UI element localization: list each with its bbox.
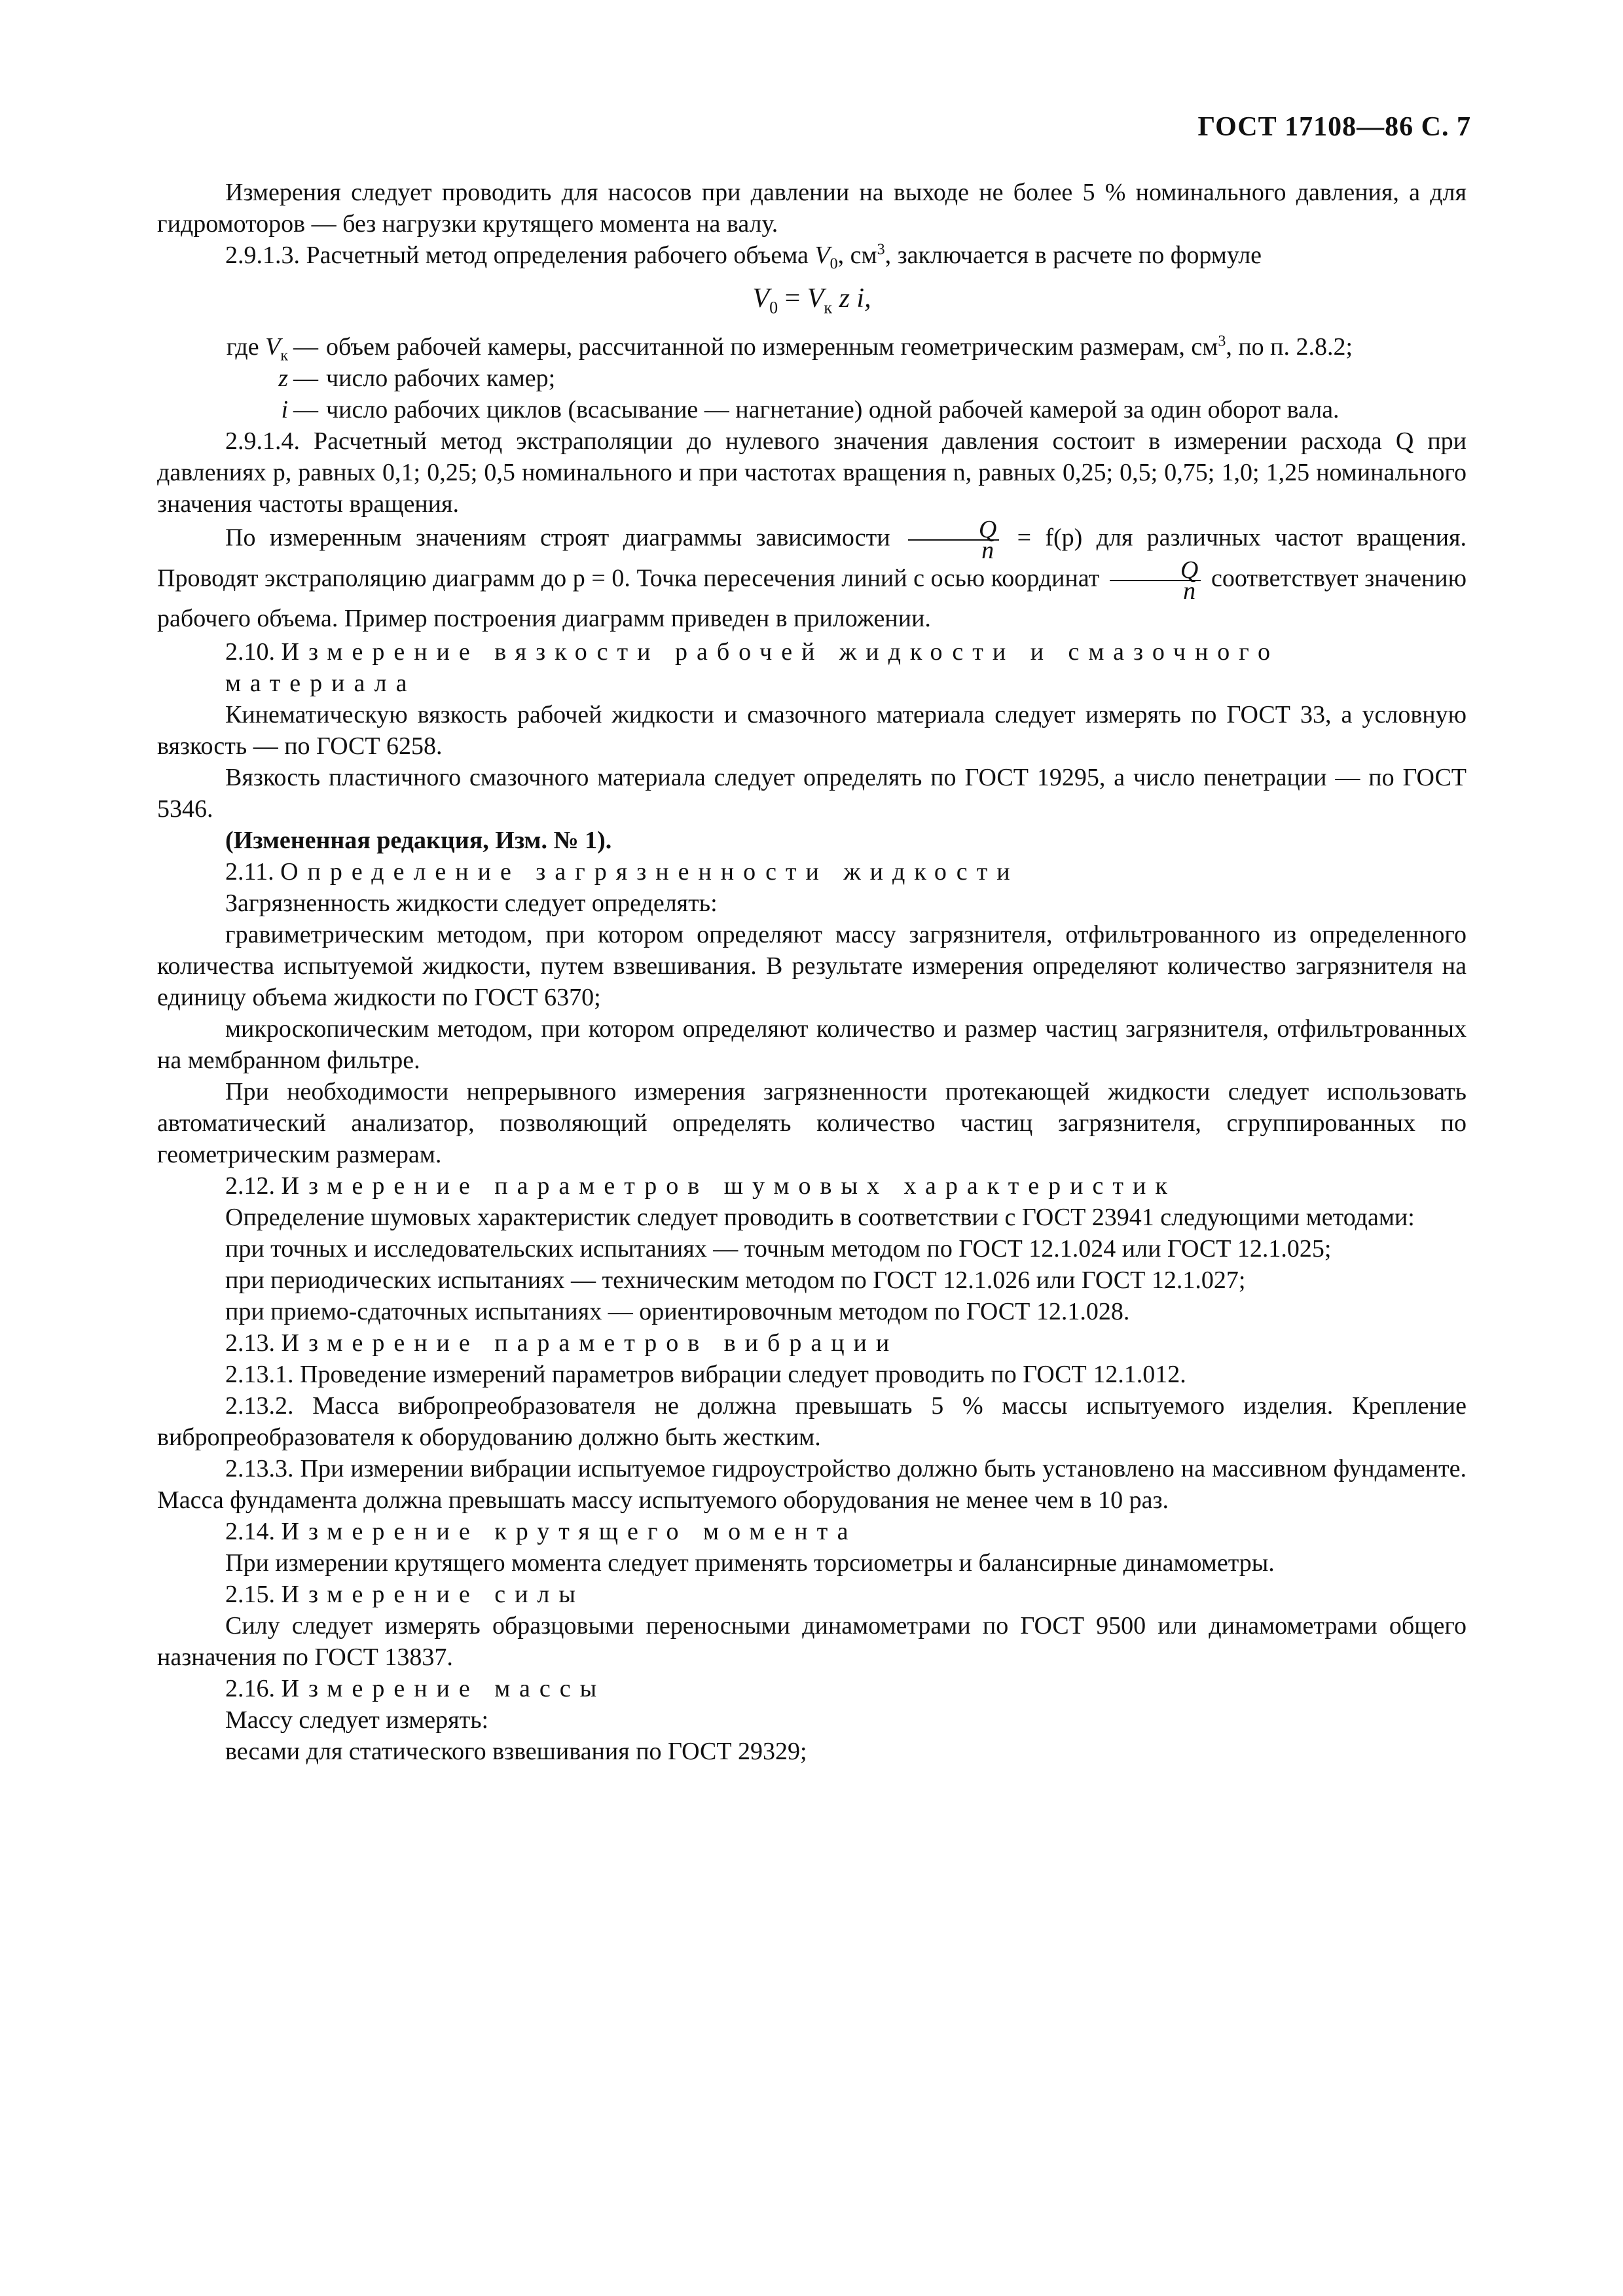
paragraph-text: , заключается в расчете по формуле (884, 242, 1262, 269)
paragraph: При необходимости непрерывного измерения загрязненности протекающей жидкости следует использовать автоматический анализатор, позволяющий определять количество частиц загрязнителя, сгруппированных по геометрическим размерам. (157, 1078, 1467, 1168)
formula-subscript: к (824, 298, 833, 317)
paragraph: Силу следует измерять образцовыми переносными динамометрами по ГОСТ 9500 или динамометрами общего назначения по ГОСТ 13837. (157, 1612, 1467, 1671)
body-text (157, 177, 1467, 1767)
paragraph: микроскопическим методом, при котором определяют количество и размер частиц загрязнителя, отфильтрованных на мембранном фильтре. (157, 1015, 1467, 1074)
section-heading-2-12 (157, 1170, 1467, 1202)
page-header: ГОСТ 17108—86 С. 7 (1197, 112, 1471, 142)
section-heading-2-10 (157, 636, 1467, 699)
definition-text: число рабочих камер; (326, 365, 556, 392)
paragraph-text: По измеренным значениям строят диаграммы зависимости (225, 524, 904, 552)
definition-desc: объем рабочей камеры, рассчитанной по измеренным геометрическим размерам, см (326, 333, 1218, 361)
section-heading-2-15 (157, 1579, 1467, 1610)
definition-item (157, 394, 1467, 425)
definition-text: число рабочих циклов (всасывание — нагнетание) одной рабочей камерой за один оборот вала. (326, 396, 1340, 423)
paragraph: при периодических испытаниях — техническим методом по ГОСТ 12.1.026 или ГОСТ 12.1.027; (225, 1266, 1246, 1294)
section-number: 2.11. (225, 858, 281, 886)
section-number: 2.12. (225, 1172, 282, 1200)
paragraph: Массу следует измерять: (225, 1706, 489, 1734)
section-title: Измерение параметров вибрации (281, 1329, 899, 1357)
definition-item (157, 331, 1467, 363)
section-heading-2-11 (157, 856, 1467, 888)
definition-text (326, 331, 1467, 363)
section-heading-2-16 (157, 1673, 1467, 1704)
section-title: Измерение крутящего момента (281, 1518, 858, 1545)
symbol: z (278, 365, 288, 392)
formula (157, 283, 1467, 317)
superscript: 3 (877, 241, 885, 259)
section-number: 2.13. (225, 1329, 282, 1357)
section-number: 2.15. (225, 1581, 282, 1608)
definition-prefix: где (226, 333, 266, 361)
definition-item (157, 363, 1467, 394)
paragraph-2-9-1-3 (157, 240, 1467, 271)
section-title: Измерение силы (281, 1581, 585, 1608)
paragraph: гравиметрическим методом, при котором определяют массу загрязнителя, отфильтрованного из определенного количества испытуемой жидкости, путем взвешивания. В результате измерения определяют количество загрязнителя на единицу объема жидкости по ГОСТ 6370; (157, 921, 1467, 1011)
subscript: 0 (830, 255, 838, 273)
section-number: 2.16. (225, 1675, 282, 1702)
section-title: Измерение вязкости рабочей жидкости и смазочного материала (225, 638, 1279, 697)
dash: — (293, 333, 318, 361)
definition-symbol (157, 331, 291, 363)
fraction-denominator: n (1183, 577, 1196, 605)
paragraph-text: соответствует значению рабочего объема. Пример построения диаграмм приведен в приложении. (157, 564, 1467, 632)
definitions-list (157, 331, 1467, 425)
paragraph: Загрязненность жидкости следует определять: (225, 889, 718, 917)
section-title: Определение загрязненности жидкости (280, 858, 1019, 886)
formula-rhs: V (807, 283, 824, 314)
definition-symbol (157, 363, 291, 394)
fraction-numerator: Q (908, 520, 999, 541)
formula-rest: z i, (832, 283, 871, 314)
fraction-q-over-n (1110, 556, 1201, 605)
symbol: V (265, 333, 281, 361)
section-heading-2-13 (157, 1327, 1467, 1359)
dash: — (293, 365, 318, 392)
paragraph: при приемо-сдаточных испытаниях — ориентировочным методом по ГОСТ 12.1.028. (225, 1298, 1130, 1325)
fraction-numerator: Q (1110, 560, 1201, 581)
formula-lhs: V (752, 283, 770, 314)
fraction-denominator: n (981, 537, 994, 564)
paragraph: при точных и исследовательских испытаниях — точным методом по ГОСТ 12.1.024 или ГОСТ 12.1.025; (225, 1235, 1332, 1263)
paragraph-text: 2.9.1.3. Расчетный метод определения рабочего объема (225, 242, 815, 269)
section-number: 2.14. (225, 1518, 282, 1545)
superscript: 3 (1218, 332, 1226, 350)
fraction-q-over-n (908, 516, 999, 564)
definition-desc: , по п. 2.8.2; (1226, 333, 1353, 361)
formula-equals: = (778, 283, 807, 314)
paragraph-text: , см (837, 242, 877, 269)
definition-symbol (157, 394, 291, 425)
paragraph: Определение шумовых характеристик следует проводить в соответствии с ГОСТ 23941 следующими методами: (225, 1204, 1415, 1231)
paragraph: Вязкость пластичного смазочного материала следует определять по ГОСТ 19295, а число пенетрации — по ГОСТ 5346. (157, 764, 1467, 823)
section-title: Измерение параметров шумовых характеристик (281, 1172, 1176, 1200)
section-title: Измерение массы (281, 1675, 606, 1702)
amendment-note: (Измененная редакция, Изм. № 1). (225, 827, 612, 854)
symbol: i (281, 396, 288, 423)
paragraph: 2.13.3. При измерении вибрации испытуемое гидроустройство должно быть установлено на массивном фундаменте. Масса фундамента должна превышать массу испытуемого оборудования не менее чем в 10 раз. (157, 1455, 1467, 1514)
paragraph-2-9-1-4: 2.9.1.4. Расчетный метод экстраполяции до нулевого значения давления состоит в измерении расхода Q при давлениях p, равных 0,1; 0,25; 0,5 номинального и при частотах вращения n, равных 0,25; 0,5; 0,75; 1,0; 1,25 номинального значения частоты вращения. (157, 427, 1467, 518)
paragraph: Кинематическую вязкость рабочей жидкости и смазочного материала следует измерять по ГОСТ 33, а условную вязкость — по ГОСТ 6258. (157, 701, 1467, 760)
paragraph: Измерения следует проводить для насосов при давлении на выходе не более 5 % номинального давления, а для гидромоторов — без нагрузки крутящего момента на валу. (157, 179, 1467, 238)
symbol-v: V (814, 242, 830, 269)
section-heading-2-14 (157, 1516, 1467, 1547)
subscript: к (280, 347, 288, 365)
formula-subscript: 0 (769, 298, 778, 317)
paragraph: 2.13.1. Проведение измерений параметров вибрации следует проводить по ГОСТ 12.1.012. (225, 1361, 1186, 1388)
section-number: 2.10. (225, 638, 282, 666)
paragraph: весами для статического взвешивания по ГОСТ 29329; (225, 1738, 807, 1765)
paragraph-text: = f(p) для различных частот вращения. Проводят экстраполяцию диаграмм до p = 0. Точка пересечения линий с осью координат (157, 524, 1467, 592)
paragraph: 2.13.2. Масса вибропреобразователя не должна превышать 5 % массы испытуемого изделия. Крепление вибропреобразователя к оборудованию должно быть жестким. (157, 1392, 1467, 1451)
paragraph-diagrams (157, 516, 1467, 636)
paragraph: При измерении крутящего момента следует применять торсиометры и балансирные динамометры. (225, 1549, 1275, 1577)
dash: — (293, 396, 318, 423)
